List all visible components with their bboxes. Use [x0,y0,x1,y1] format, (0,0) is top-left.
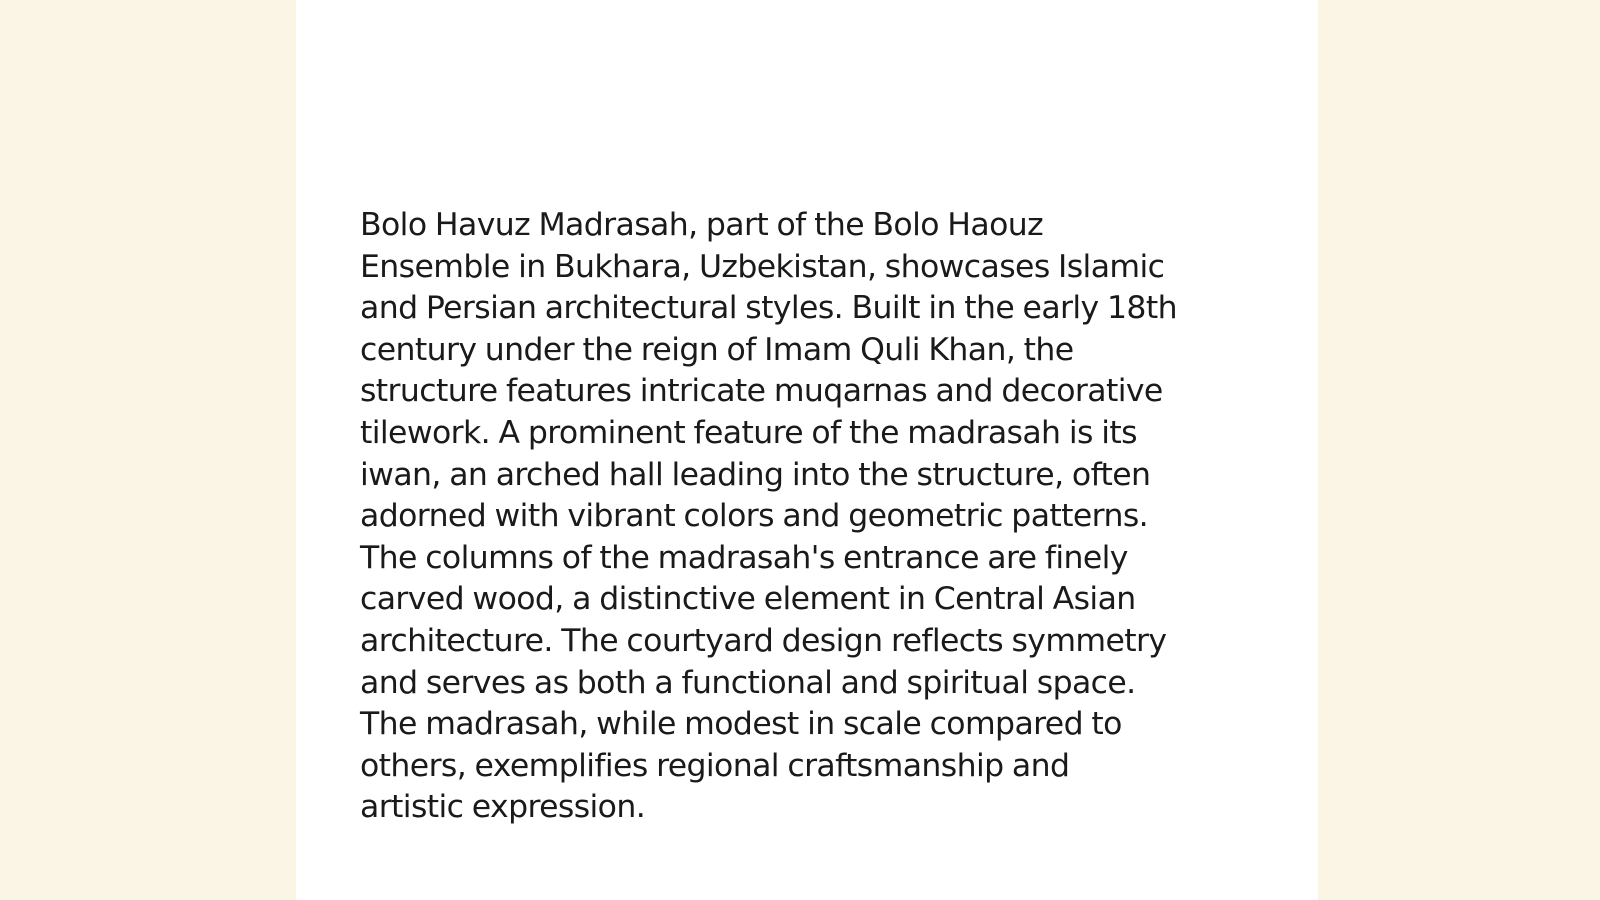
body-paragraph: Bolo Havuz Madrasah, part of the Bolo Haouz Ensemble in Bukhara, Uzbekistan, showcases Islamic and Persian architectural styles. Built in the early 18th century under the reign of Imam Quli Khan, the structure features intricate muqarnas and decorative tilework. A prominent feature of the madrasah is its iwan, an arched hall leading into the structure, often adorned with vibrant colors and geometric patterns. The columns of the madrasah's entrance are finely carved wood, a distinctive element in Central Asian architecture. The courtyard design reflects symmetry and serves as both a functional and spiritual space. The madrasah, while modest in scale compared to others, exemplifies regional craftsmanship and artistic expression. [360,207,1177,826]
document-page [296,0,1318,900]
